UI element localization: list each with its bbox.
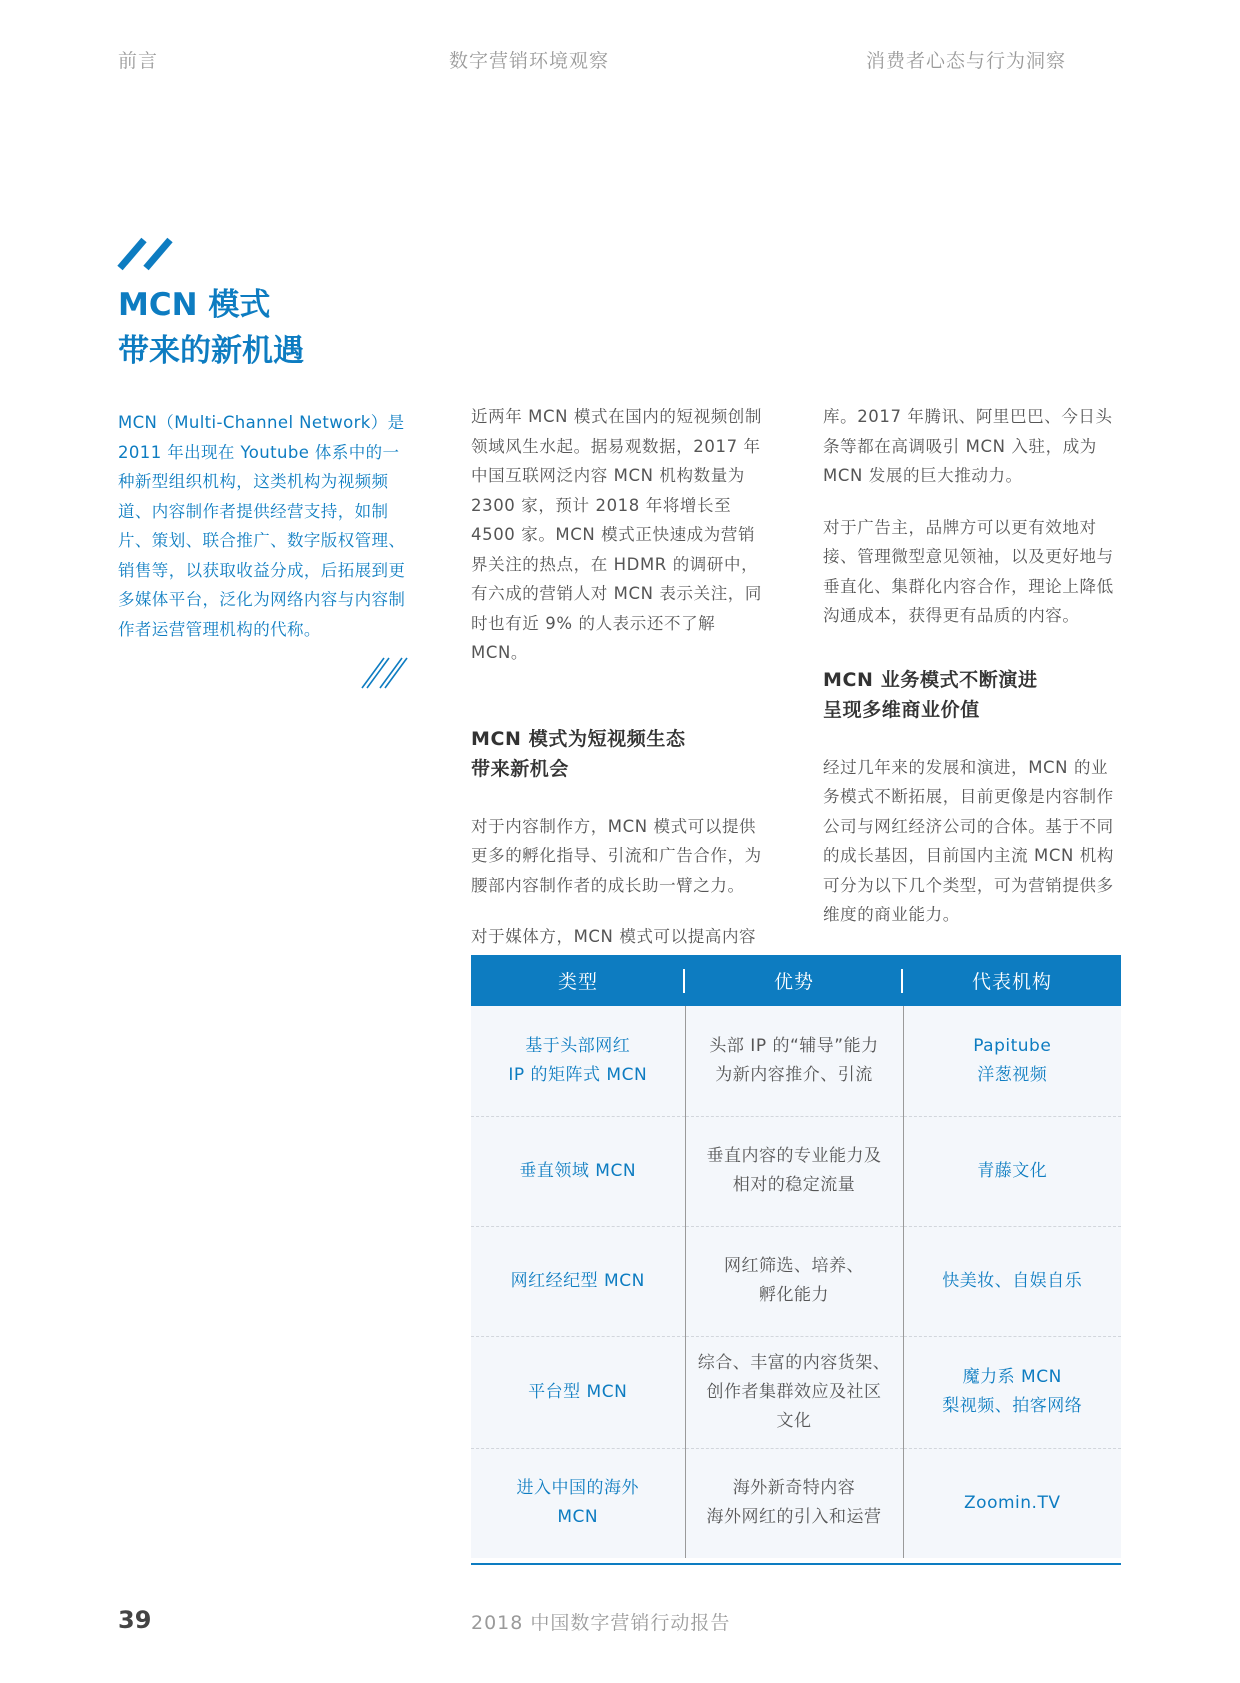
table-cell-advantage: 综合、丰富的内容货架、 创作者集群效应及社区 文化 — [685, 1336, 903, 1448]
double-slash-icon — [116, 236, 180, 272]
section-title-line2: 带来的新机遇 — [118, 333, 304, 369]
table-cell-type: 进入中国的海外 MCN — [516, 1478, 639, 1528]
table-cell-advantage: 头部 IP 的“辅导”能力 为新内容推介、引流 — [685, 1006, 903, 1116]
table-row — [471, 1336, 1121, 1448]
intro-paragraph: MCN（Multi-Channel Network）是 2011 年出现在 Youtube 体系中的一种新型组织机构，这类机构为视频频道、内容制作者提供经营支持，如制片、策划、联合推广、数字版权管理、销售等，以获取收益分成，后拓展到更多媒体平台，泛化为网络内容与内容制作者运营管理机构的代称。 — [118, 413, 406, 639]
table-cell-type: 网红经纪型 MCN — [471, 1226, 685, 1336]
table-cell-type: 平台型 MCN — [471, 1336, 685, 1448]
nav-digital-marketing-environment[interactable]: 数字营销环境观察 — [449, 50, 610, 72]
column-2-paragraph-3: 对于媒体方，MCN 模式可以提高内容 — [471, 927, 757, 946]
table-row — [471, 1448, 1121, 1558]
table-cell-orgs: Papitube 洋葱视频 — [903, 1006, 1121, 1116]
table-header-row — [471, 955, 1121, 1006]
section-title — [118, 282, 304, 374]
table-row — [471, 1116, 1121, 1226]
report-title: 2018 中国数字营销行动报告 — [471, 1612, 731, 1634]
column-2-subhead-line2: 带来新机会 — [471, 757, 570, 780]
nav-preface[interactable]: 前言 — [118, 50, 159, 72]
table-cell-orgs: 快美妆、自娱自乐 — [903, 1226, 1121, 1336]
table-header-type: 类型 — [471, 955, 685, 1006]
column-3-paragraph-2: 对于广告主，品牌方可以更有效地对接、管理微型意见领袖，以及更好地与垂直化、集群化内容合作，理论上降低沟通成本，获得更有品质的内容。 — [823, 517, 1114, 625]
double-slash-outline-icon — [360, 656, 412, 690]
table-cell-orgs: 魔力系 MCN 梨视频、拍客网络 — [903, 1336, 1121, 1448]
table-cell-advantage: 海外新奇特内容 海外网红的引入和运营 — [685, 1448, 903, 1558]
table-cell-type: 基于头部网红 IP 的矩阵式 MCN — [471, 1006, 685, 1116]
column-2-paragraph-1: 近两年 MCN 模式在国内的短视频创制领域风生水起。据易观数据，2017 年中国互联网泛内容 MCN 机构数量为 2300 家，预计 2018 年将增长至 4500 家。MCN 模式正快速成为营销界关注的热点，在 HDMR 的调研中， 有六成的营销人对 MCN 表示关注，同时也有近 9% 的人表示还不了解 MCN。 — [471, 407, 762, 662]
nav-consumer-insight[interactable]: 消费者心态与行为洞察 — [866, 50, 1067, 72]
column-3-subhead-line2: 呈现多维商业价值 — [823, 698, 980, 721]
mcn-types-table — [471, 955, 1121, 1558]
section-title-line1: MCN 模式 — [118, 287, 271, 323]
column-3 — [823, 402, 1121, 952]
column-3-paragraph-3: 经过几年来的发展和演进，MCN 的业务模式不断拓展，目前更像是内容制作公司与网红经济公司的合体。基于不同的成长基因，目前国内主流 MCN 机构可分为以下几个类型，可为营销提供多维度的商业能力。 — [823, 757, 1114, 924]
column-2-subhead-line1: MCN 模式为短视频生态 — [471, 727, 686, 750]
column-2 — [471, 402, 769, 1003]
table-cell-advantage: 垂直内容的专业能力及 相对的稳定流量 — [685, 1116, 903, 1226]
table-header-advantage: 优势 — [685, 955, 903, 1006]
table-bottom-rule — [471, 1563, 1121, 1565]
table-row — [471, 1006, 1121, 1116]
column-2-paragraph-2: 对于内容制作方，MCN 模式可以提供更多的孵化指导、引流和广告合作，为腰部内容制作者的成长助一臂之力。 — [471, 816, 762, 895]
page-number: 39 — [118, 1606, 152, 1634]
table-cell-orgs: 青藤文化 — [903, 1116, 1121, 1226]
table-cell-type: 垂直领域 MCN — [471, 1116, 685, 1226]
column-3-subhead-line1: MCN 业务模式不断演进 — [823, 668, 1038, 691]
table-cell-orgs: Zoomin.TV — [964, 1492, 1061, 1513]
table-row — [471, 1226, 1121, 1336]
table-cell-advantage: 网红筛选、培养、 孵化能力 — [685, 1226, 903, 1336]
table-header-orgs: 代表机构 — [903, 955, 1121, 1006]
column-3-paragraph-1: 库。2017 年腾讯、阿里巴巴、今日头条等都在高调吸引 MCN 入驻，成为 MCN 发展的巨大推动力。 — [823, 407, 1113, 485]
